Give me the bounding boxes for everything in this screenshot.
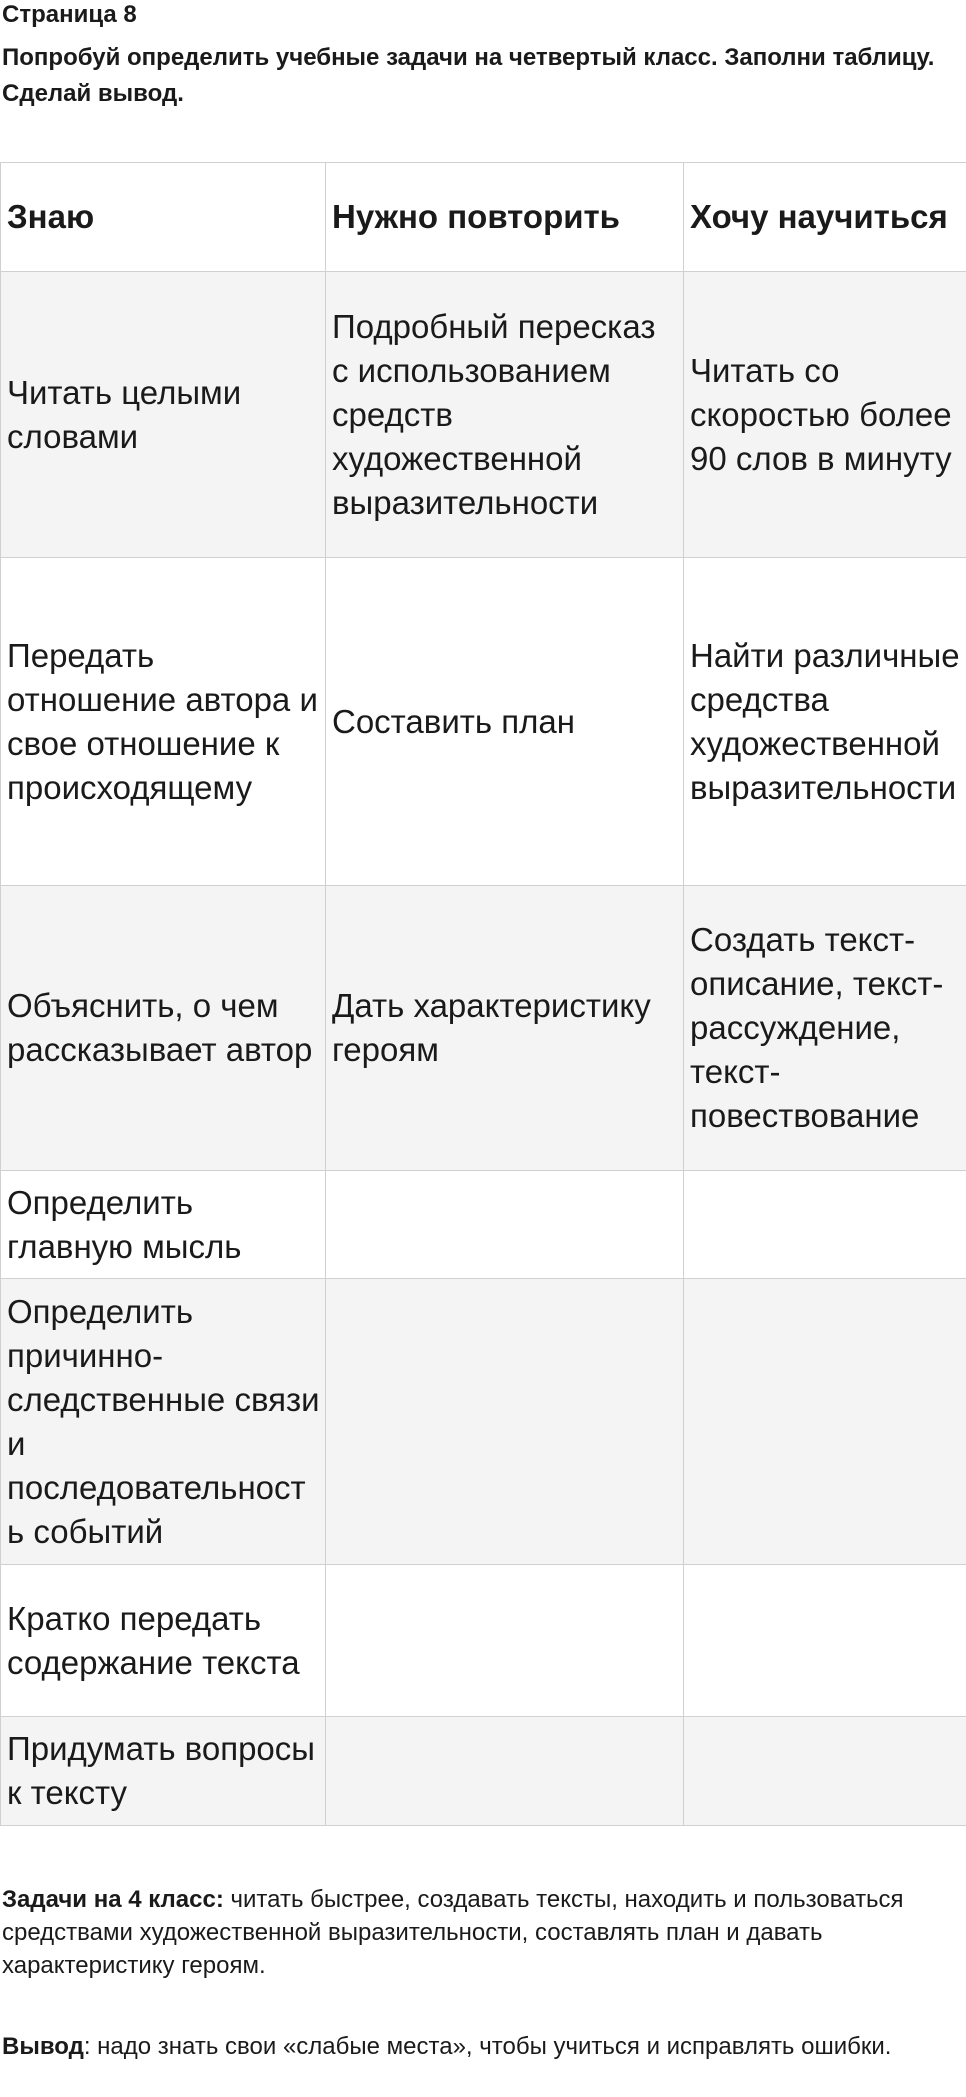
- table-cell: Кратко передать содержание текста: [1, 1565, 326, 1717]
- table-row: [1, 1565, 966, 1717]
- table-cell: Создать текст-описание, текст-рассуждение, текст-повествование: [684, 886, 966, 1171]
- table-cell: Подробный пересказ с использованием средств художественной выразительности: [326, 272, 684, 558]
- table-cell: Определить главную мысль: [1, 1171, 326, 1279]
- table-header-row: [1, 163, 966, 272]
- table-row: [1, 1171, 966, 1279]
- table-cell: [684, 1717, 966, 1826]
- tasks-summary-text: читать быстрее, создавать тексты, находить и пользоваться средствами художественной выразительности, составлять план и давать характеристику героям.: [2, 1886, 904, 1979]
- page-title: Страница 8: [2, 1, 137, 28]
- table-cell: [326, 1717, 684, 1826]
- table-cell: [684, 1279, 966, 1565]
- table-cell: [326, 1171, 684, 1279]
- table-cell: [684, 1171, 966, 1279]
- learning-tasks-table: [0, 162, 966, 1826]
- table-cell: Найти различные средства художественной выразительности: [684, 558, 966, 886]
- conclusion: [2, 2030, 960, 2063]
- table-row: [1, 272, 966, 558]
- conclusion-text: : надо знать свои «слабые места», чтобы учиться и исправлять ошибки.: [83, 2033, 892, 2060]
- header-know: Знаю: [1, 163, 326, 272]
- table-cell: Составить план: [326, 558, 684, 886]
- table-row: [1, 1717, 966, 1826]
- table-cell: Объяснить, о чем рассказывает автор: [1, 886, 326, 1171]
- table-cell: Дать характеристику героям: [326, 886, 684, 1171]
- table-cell: Читать целыми словами: [1, 272, 326, 558]
- header-want-learn: Хочу научиться: [684, 163, 966, 272]
- task-instruction: Попробуй определить учебные задачи на четвертый класс. Заполни таблицу. Сделай вывод.: [2, 44, 935, 107]
- table-cell: Придумать вопросы к тексту: [1, 1717, 326, 1826]
- table-row: [1, 558, 966, 886]
- table-cell: [326, 1565, 684, 1717]
- table-cell: Читать со скоростью более 90 слов в минуту: [684, 272, 966, 558]
- table-row: [1, 886, 966, 1171]
- table-cell: Определить причинно-следственные связи и последовательность событий: [1, 1279, 326, 1565]
- table-cell: Передать отношение автора и свое отношение к происходящему: [1, 558, 326, 886]
- header-need-repeat: Нужно повторить: [326, 163, 684, 272]
- table-cell: [326, 1279, 684, 1565]
- table-row: [1, 1279, 966, 1565]
- tasks-summary: [2, 1883, 960, 1982]
- conclusion-label: Вывод: [2, 2033, 84, 2060]
- tasks-summary-label: Задачи на 4 класс:: [2, 1886, 224, 1913]
- table-cell: [684, 1565, 966, 1717]
